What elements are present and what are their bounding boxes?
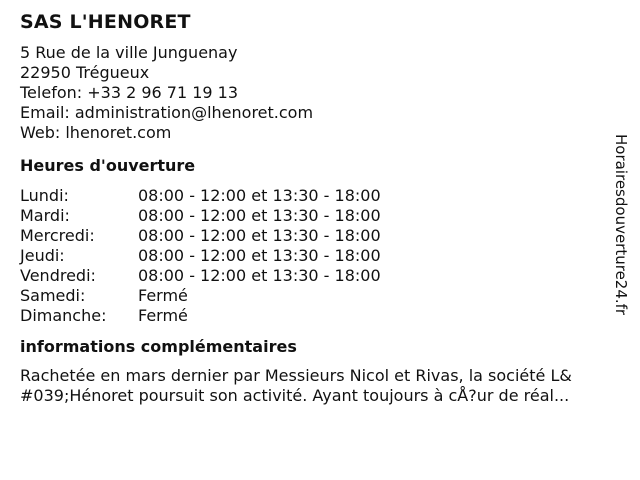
hours-row-wednesday — [20, 226, 620, 246]
hours-table — [20, 186, 620, 326]
day-label: Samedi: — [20, 286, 86, 305]
business-card — [20, 10, 620, 406]
day-label: Jeudi: — [20, 246, 65, 265]
info-line-1: Rachetée en mars dernier par Messieurs Nicol et Rivas, la société L& — [20, 366, 572, 385]
email-line: Email: administration@lhenoret.com — [20, 103, 314, 122]
hours-row-saturday — [20, 286, 620, 306]
hours-row-thursday — [20, 246, 620, 266]
day-label: Dimanche: — [20, 306, 107, 325]
hours-row-sunday — [20, 306, 620, 326]
hours-row-friday — [20, 266, 620, 286]
day-label: Vendredi: — [20, 266, 96, 285]
street-address: 5 Rue de la ville Junguenay — [20, 43, 238, 62]
day-hours: 08:00 - 12:00 et 13:30 - 18:00 — [138, 226, 381, 245]
day-label: Lundi: — [20, 186, 69, 205]
day-label: Mercredi: — [20, 226, 95, 245]
postal-city: 22950 Trégueux — [20, 63, 150, 82]
day-hours: 08:00 - 12:00 et 13:30 - 18:00 — [138, 186, 381, 205]
day-hours: 08:00 - 12:00 et 13:30 - 18:00 — [138, 206, 381, 225]
hours-heading: Heures d'ouverture — [20, 156, 196, 175]
contact-block — [20, 43, 620, 143]
day-hours: 08:00 - 12:00 et 13:30 - 18:00 — [138, 266, 381, 285]
web-line: Web: lhenoret.com — [20, 123, 172, 142]
day-label: Mardi: — [20, 206, 70, 225]
phone-line: Telefon: +33 2 96 71 19 13 — [20, 83, 239, 102]
site-watermark: Horairesdouverture24.fr — [612, 134, 630, 316]
hours-row-tuesday — [20, 206, 620, 226]
info-description — [20, 366, 620, 406]
info-line-2: #039;Hénoret poursuit son activité. Ayant toujours à cÅ?ur de réal... — [20, 386, 570, 405]
day-hours: Fermé — [138, 286, 188, 305]
day-hours: Fermé — [138, 306, 188, 325]
hours-row-monday — [20, 186, 620, 206]
info-heading: informations complémentaires — [20, 337, 297, 356]
business-name: SAS L'HENORET — [20, 11, 191, 33]
day-hours: 08:00 - 12:00 et 13:30 - 18:00 — [138, 246, 381, 265]
